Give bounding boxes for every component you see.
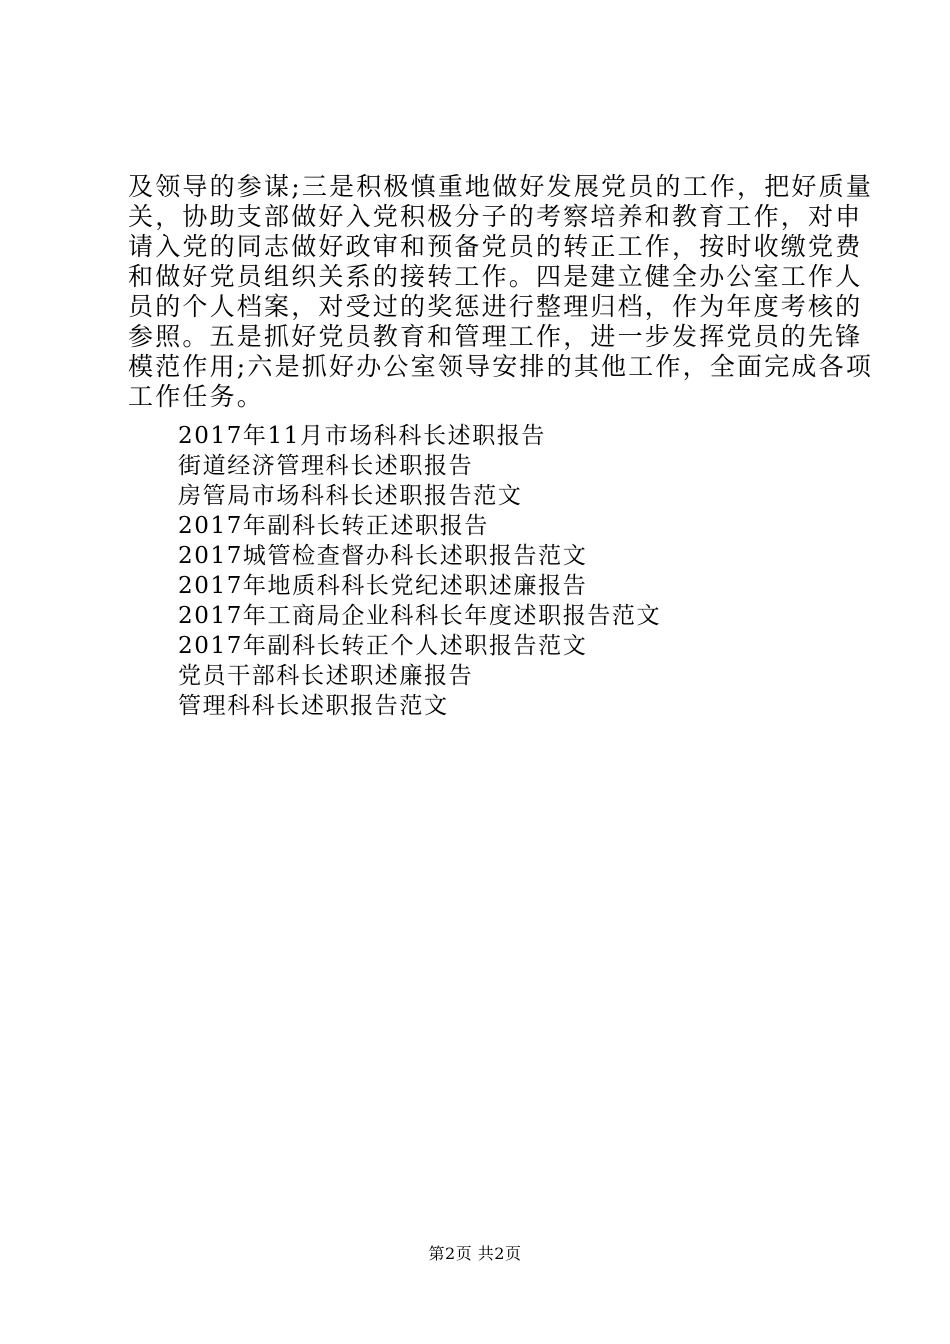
- body-paragraph: [128, 172, 874, 412]
- related-report-item[interactable]: 2017年工商局企业科科长年度述职报告范文: [178, 603, 662, 629]
- related-report-item[interactable]: 房管局市场科科长述职报告范文: [178, 483, 523, 509]
- body-line: 员的个人档案，对受过的奖惩进行整理归档，作为年度考核的: [128, 292, 863, 321]
- related-report-item[interactable]: 2017年副科长转正述职报告: [178, 513, 489, 539]
- page-footer: [0, 1244, 950, 1264]
- related-report-item[interactable]: 2017年地质科科长党纪述职述廉报告: [178, 573, 588, 599]
- related-report-item[interactable]: 党员干部科长述职述廉报告: [178, 663, 474, 689]
- related-report-item[interactable]: 管理科科长述职报告范文: [178, 693, 449, 719]
- body-line: 及领导的参谋;三是积极慎重地做好发展党员的工作，把好质量: [128, 172, 874, 201]
- related-report-item[interactable]: 2017年副科长转正个人述职报告范文: [178, 633, 588, 659]
- body-line: 和做好党员组织关系的接转工作。四是建立健全办公室工作人: [128, 262, 863, 291]
- body-line: 工作任务。: [128, 382, 265, 411]
- body-line: 模范作用;六是抓好办公室领导安排的其他工作，全面完成各项: [128, 352, 874, 381]
- related-reports-list: [178, 421, 661, 721]
- body-line: 关，协助支部做好入党积极分子的考察培养和教育工作，对申: [128, 202, 863, 231]
- related-report-item[interactable]: 2017城管检查督办科长述职报告范文: [178, 543, 588, 569]
- page-number: 第2页 共2页: [428, 1244, 522, 1263]
- body-line: 请入党的同志做好政审和预备党员的转正工作，按时收缴党费: [128, 232, 863, 261]
- related-report-item[interactable]: 街道经济管理科长述职报告: [178, 453, 474, 479]
- related-report-item[interactable]: 2017年11月市场科科长述职报告: [178, 423, 546, 449]
- body-line: 参照。五是抓好党员教育和管理工作，进一步发挥党员的先锋: [128, 322, 863, 351]
